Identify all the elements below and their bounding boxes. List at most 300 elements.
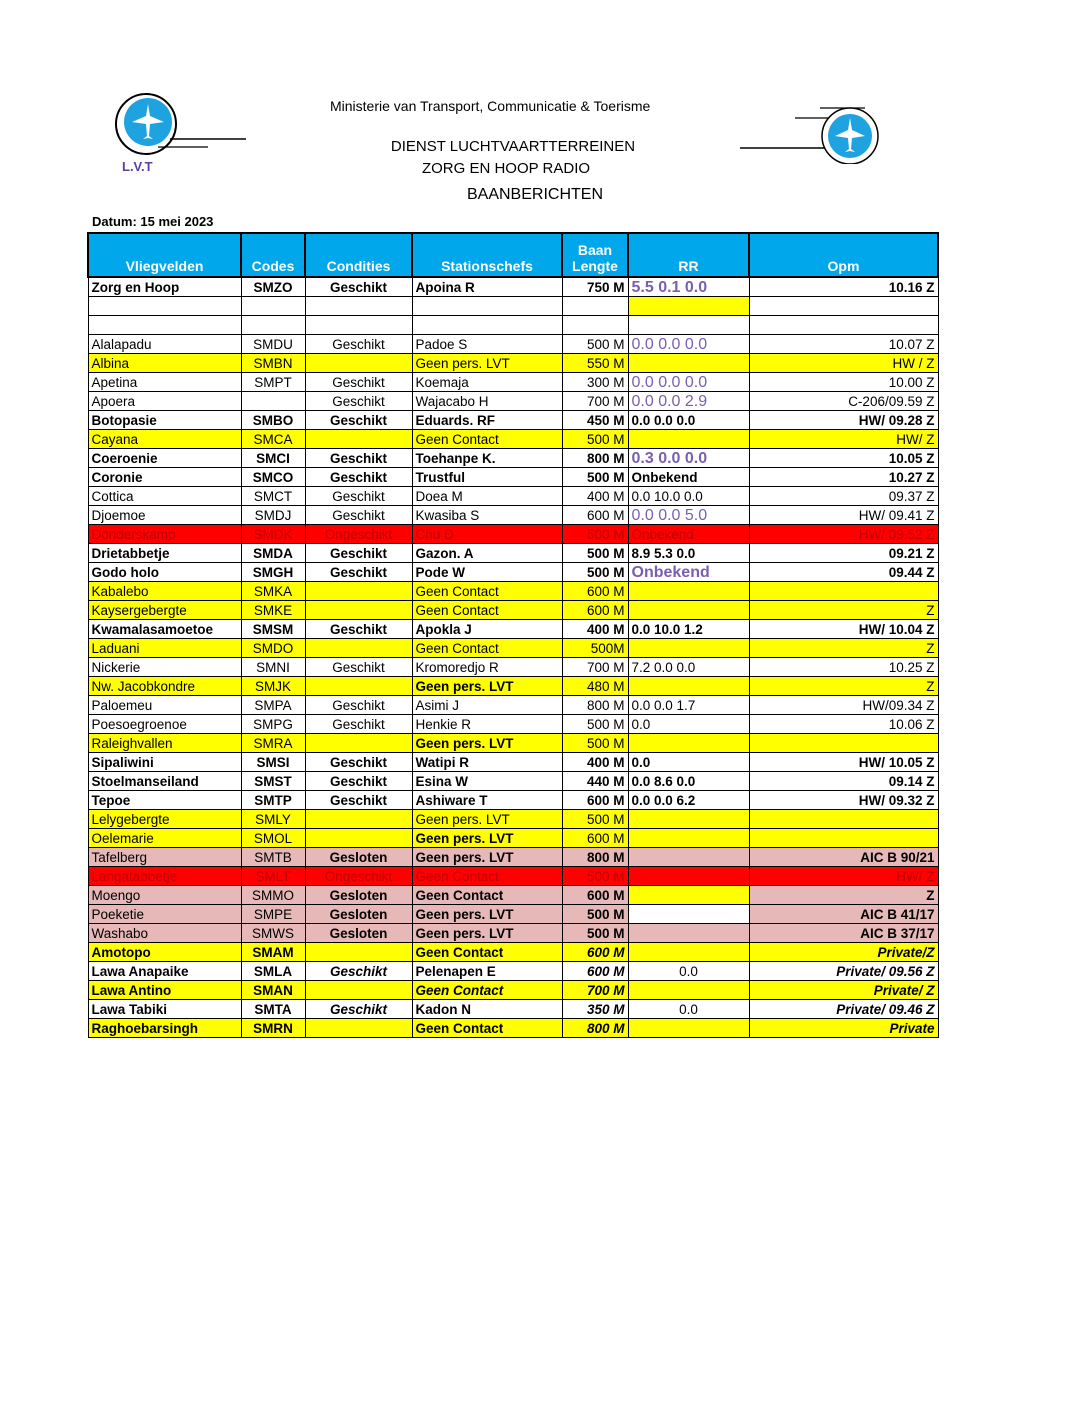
cell-len: 750 M [562,277,628,297]
cell-opm: HW/ 09.41 Z [749,506,938,525]
cell-cond: Geschikt [305,658,412,677]
cell-name: Coronie [88,468,241,487]
table-row [88,867,938,886]
cell-opm [749,582,938,601]
cell-rr: 8.9 5.3 0.0 [628,544,749,563]
cell-code: SMDO [241,639,305,658]
cell-code [241,297,305,316]
cell-len: 500M [562,639,628,658]
table-row [88,297,938,316]
cell-len: 800 M [562,449,628,468]
cell-chef: Pode W [412,563,562,582]
cell-rr: 0.0 0.0 0.0 [628,373,749,392]
cell-opm: HW/ Z [749,430,938,449]
cell-chef: Geen Contact [412,867,562,886]
cell-opm [749,810,938,829]
table-row [88,905,938,924]
cell-rr: 0.0 [628,753,749,772]
cell-cond: Geschikt [305,392,412,411]
cell-chef: Esina W [412,772,562,791]
cell-name: Paloemeu [88,696,241,715]
cell-name: Zorg en Hoop [88,277,241,297]
cell-opm: Z [749,677,938,696]
cell-rr [628,297,749,316]
cell-name: Poeketie [88,905,241,924]
cell-code: SMCI [241,449,305,468]
cell-rr: 0.0 0.0 0.0 [628,411,749,430]
cell-len: 500 M [562,430,628,449]
table-row [88,677,938,696]
table-row [88,886,938,905]
table-row [88,620,938,639]
cell-rr: 0.0 10.0 0.0 [628,487,749,506]
cell-chef: Apokla J [412,620,562,639]
cell-chef: Trustful [412,468,562,487]
cell-chef: Eduards. RF [412,411,562,430]
cell-rr [628,677,749,696]
cell-code: SMBN [241,354,305,373]
table-row [88,468,938,487]
cell-chef: Geen Contact [412,582,562,601]
cell-opm: AIC B 37/17 [749,924,938,943]
table-row [88,373,938,392]
cell-name: Lawa Tabiki [88,1000,241,1019]
cell-name: Nw. Jacobkondre [88,677,241,696]
cell-chef: Chu D [412,525,562,544]
cell-chef [412,297,562,316]
lvt-logo-text: L.V.T [122,159,153,174]
cell-len: 500 M [562,563,628,582]
cell-rr: 0.0 0.0 1.7 [628,696,749,715]
cell-len: 450 M [562,411,628,430]
cell-name: Lelygebergte [88,810,241,829]
cell-name: Apetina [88,373,241,392]
col-header-opm: Opm [749,233,938,277]
cell-opm: Private/ 09.46 Z [749,1000,938,1019]
cell-code: SMLT [241,867,305,886]
cell-name [88,297,241,316]
table-row [88,392,938,411]
table-row [88,430,938,449]
cell-rr [628,582,749,601]
table-row [88,715,938,734]
cell-rr [628,924,749,943]
cell-opm: 10.25 Z [749,658,938,677]
cell-name: Moengo [88,886,241,905]
cell-opm: HW/ 10.05 Z [749,753,938,772]
cell-code: SMAM [241,943,305,962]
table-row [88,506,938,525]
cell-code: SMCO [241,468,305,487]
cell-opm: 10.16 Z [749,277,938,297]
col-header-baan-lengte [562,233,628,277]
cell-name: Botopasie [88,411,241,430]
cell-code: SMPA [241,696,305,715]
table-row [88,525,938,544]
cell-cond [305,639,412,658]
table-row [88,753,938,772]
cell-len: 600 M [562,582,628,601]
cell-rr: Onbekend [628,563,749,582]
cell-opm: HW / Z [749,354,938,373]
table-row [88,601,938,620]
cell-rr: 0.0 0.0 6.2 [628,791,749,810]
cell-len: 500 M [562,810,628,829]
cell-len: 480 M [562,677,628,696]
cell-cond: Geschikt [305,373,412,392]
cell-rr [628,867,749,886]
cell-len: 700 M [562,392,628,411]
cell-len: 600 M [562,791,628,810]
cell-rr [628,905,749,924]
cell-name: Laduani [88,639,241,658]
cell-name: Alalapadu [88,335,241,354]
table-row [88,658,938,677]
cell-code: SMST [241,772,305,791]
cell-chef: Geen pers. LVT [412,354,562,373]
cell-rr: 0.0 [628,715,749,734]
cell-chef: Geen Contact [412,639,562,658]
cell-cond [305,354,412,373]
cell-name: Albina [88,354,241,373]
cell-opm [749,297,938,316]
cell-opm [749,734,938,753]
cell-len: 600 M [562,886,628,905]
cell-code: SMLA [241,962,305,981]
cell-cond: Gesloten [305,886,412,905]
cell-chef: Kadon N [412,1000,562,1019]
cell-rr [628,943,749,962]
cell-opm: HW/ 09.28 Z [749,411,938,430]
cell-rr [628,601,749,620]
cell-cond: Geschikt [305,962,412,981]
cell-len: 800 M [562,848,628,867]
cell-name: Raghoebarsingh [88,1019,241,1038]
cell-len: 700 M [562,658,628,677]
cell-name: Langatabbetje [88,867,241,886]
cell-chef: Geen Contact [412,430,562,449]
cell-rr: 5.5 0.1 0.0 [628,277,749,297]
cell-rr: Onbekend [628,468,749,487]
cell-rr [628,430,749,449]
cell-code: SMOL [241,829,305,848]
header-baan: Baan [577,242,613,258]
date-label: Datum: [92,214,137,229]
cell-name: Kaysergebergte [88,601,241,620]
cell-opm: 10.27 Z [749,468,938,487]
cell-len: 500 M [562,924,628,943]
cell-code [241,316,305,335]
cell-len: 600 M [562,506,628,525]
cell-name: Godo holo [88,563,241,582]
table-row [88,1000,938,1019]
cell-cond: Geschikt [305,620,412,639]
cell-name: Sipaliwini [88,753,241,772]
cell-rr: 0.0 [628,962,749,981]
report-date [92,214,213,229]
cell-name: Nickerie [88,658,241,677]
cell-rr [628,810,749,829]
table-row [88,791,938,810]
cell-code: SMKE [241,601,305,620]
table-row [88,544,938,563]
cell-chef: Geen pers. LVT [412,829,562,848]
cell-chef: Geen pers. LVT [412,848,562,867]
cell-code: SMTA [241,1000,305,1019]
header-lengte: Lengte [572,258,618,274]
cell-cond: Geschikt [305,772,412,791]
cell-rr: 0.0 0.0 5.0 [628,506,749,525]
cell-opm: C-206/09.59 Z [749,392,938,411]
cell-name: Poesoegroenoe [88,715,241,734]
cell-cond [305,582,412,601]
cell-name [88,316,241,335]
col-header-stationschefs: Stationschefs [412,233,562,277]
date-value: 15 mei 2023 [140,214,214,229]
cell-opm: 09.44 Z [749,563,938,582]
cell-name: Stoelmanseiland [88,772,241,791]
cell-len: 440 M [562,772,628,791]
cell-rr: 0.0 [628,1000,749,1019]
cell-cond: Gesloten [305,848,412,867]
cell-opm: HW/ 09.32 Z [749,791,938,810]
cell-cond: Geschikt [305,277,412,297]
cell-rr [628,886,749,905]
cell-name: Donderskamp [88,525,241,544]
cell-chef: Koemaja [412,373,562,392]
cell-len: 600 M [562,601,628,620]
col-header-rr: RR [628,233,749,277]
cell-chef: Geen Contact [412,886,562,905]
cell-rr [628,1019,749,1038]
cell-code: SMSM [241,620,305,639]
cell-len: 600 M [562,962,628,981]
cell-chef: Toehanpe K. [412,449,562,468]
cell-code: SMPE [241,905,305,924]
cell-cond [305,601,412,620]
cell-len: 500 M [562,525,628,544]
cell-chef: Watipi R [412,753,562,772]
cell-opm: Z [749,639,938,658]
cell-opm [749,829,938,848]
cell-chef: Geen Contact [412,1019,562,1038]
table-row [88,277,938,297]
cell-len: 800 M [562,696,628,715]
cell-opm: AIC B 41/17 [749,905,938,924]
col-header-condities: Condities [305,233,412,277]
table-row [88,734,938,753]
cell-cond: Ongeschikt [305,867,412,886]
cell-len: 500 M [562,905,628,924]
cell-rr: 0.0 10.0 1.2 [628,620,749,639]
cell-code: SMPG [241,715,305,734]
cell-len: 300 M [562,373,628,392]
cell-cond: Gesloten [305,905,412,924]
cell-rr: Onbekend [628,525,749,544]
cell-chef: Geen pers. LVT [412,677,562,696]
cell-chef: Geen pers. LVT [412,905,562,924]
cell-rr [628,639,749,658]
cell-opm: 10.07 Z [749,335,938,354]
cell-code [241,392,305,411]
cell-rr: 0.0 0.0 0.0 [628,335,749,354]
ministry-title: Ministerie van Transport, Communicatie & Toerisme [330,98,651,114]
cell-name: Djoemoe [88,506,241,525]
cell-opm: 10.00 Z [749,373,938,392]
cell-chef: Padoe S [412,335,562,354]
cell-chef: Kwasiba S [412,506,562,525]
cell-cond: Geschikt [305,753,412,772]
cell-cond [305,981,412,1000]
cell-name: Tafelberg [88,848,241,867]
cell-cond: Geschikt [305,696,412,715]
cell-chef: Henkie R [412,715,562,734]
cell-cond: Geschikt [305,449,412,468]
cell-cond: Geschikt [305,1000,412,1019]
cell-name: Tepoe [88,791,241,810]
cell-opm: HW/ 09.52 Z [749,525,938,544]
cell-code: SMRA [241,734,305,753]
cell-code: SMNI [241,658,305,677]
cell-opm: 09.14 Z [749,772,938,791]
cell-len: 500 M [562,335,628,354]
table-row [88,639,938,658]
cell-code: SMSI [241,753,305,772]
cell-len: 500 M [562,734,628,753]
cell-cond: Geschikt [305,468,412,487]
cell-name: Lawa Antino [88,981,241,1000]
table-row [88,582,938,601]
cell-chef: Apoina R [412,277,562,297]
cell-len: 550 M [562,354,628,373]
table-row [88,924,938,943]
cell-rr: 0.3 0.0 0.0 [628,449,749,468]
table-row [88,829,938,848]
cell-cond: Geschikt [305,506,412,525]
table-header-row [88,233,938,277]
lvt-logo-right [740,104,890,164]
cell-name: Lawa Anapaike [88,962,241,981]
cell-name: Washabo [88,924,241,943]
cell-rr [628,734,749,753]
cell-cond [305,1019,412,1038]
cell-cond [305,316,412,335]
cell-name: Raleighvallen [88,734,241,753]
cell-rr: 7.2 0.0 0.0 [628,658,749,677]
cell-code: SMLY [241,810,305,829]
cell-code: SMDU [241,335,305,354]
cell-name: Cayana [88,430,241,449]
cell-len: 400 M [562,487,628,506]
cell-code: SMPT [241,373,305,392]
cell-cond: Geschikt [305,487,412,506]
table-row [88,354,938,373]
cell-chef: Geen Contact [412,981,562,1000]
cell-code: SMDK [241,525,305,544]
cell-opm: Private/Z [749,943,938,962]
table-row [88,981,938,1000]
report-title: BAANBERICHTEN [466,186,604,203]
cell-name: Amotopo [88,943,241,962]
cell-code: SMWS [241,924,305,943]
cell-rr [628,981,749,1000]
cell-cond [305,734,412,753]
table-row [88,810,938,829]
cell-code: SMGH [241,563,305,582]
cell-code: SMCT [241,487,305,506]
cell-rr [628,354,749,373]
cell-chef: Geen Contact [412,943,562,962]
cell-chef: Doea M [412,487,562,506]
table-row [88,316,938,335]
cell-len: 600 M [562,943,628,962]
cell-cond: Geschikt [305,411,412,430]
cell-opm: 09.37 Z [749,487,938,506]
cell-len: 500 M [562,544,628,563]
department-title: DIENST LUCHTVAARTTERREINEN [390,138,636,155]
cell-code: SMZO [241,277,305,297]
cell-name: Coeroenie [88,449,241,468]
cell-chef: Pelenapen E [412,962,562,981]
cell-cond [305,677,412,696]
table-row [88,1019,938,1038]
cell-len [562,297,628,316]
runway-report-table [87,232,939,1038]
cell-cond [305,430,412,449]
cell-cond: Ongeschikt [305,525,412,544]
cell-cond [305,943,412,962]
cell-opm: Private/ 09.56 Z [749,962,938,981]
cell-len: 700 M [562,981,628,1000]
table-row [88,772,938,791]
cell-code: SMDA [241,544,305,563]
cell-len: 600 M [562,829,628,848]
cell-name: Oelemarie [88,829,241,848]
cell-chef: Geen pers. LVT [412,810,562,829]
cell-code: SMJK [241,677,305,696]
cell-chef: Geen Contact [412,601,562,620]
cell-chef: Gazon. A [412,544,562,563]
cell-opm: HW/ Z [749,867,938,886]
cell-name: Kabalebo [88,582,241,601]
cell-len: 800 M [562,1019,628,1038]
cell-chef: Ashiware T [412,791,562,810]
cell-code: SMBO [241,411,305,430]
table-row [88,487,938,506]
cell-chef: Asimi J [412,696,562,715]
cell-cond [305,829,412,848]
table-row [88,335,938,354]
cell-code: SMDJ [241,506,305,525]
cell-chef: Geen pers. LVT [412,924,562,943]
cell-code: SMTP [241,791,305,810]
cell-opm: Z [749,886,938,905]
cell-opm: HW/ 10.04 Z [749,620,938,639]
cell-rr: 0.0 8.6 0.0 [628,772,749,791]
cell-code: SMMO [241,886,305,905]
cell-cond [305,297,412,316]
cell-opm: Z [749,601,938,620]
cell-opm: 10.06 Z [749,715,938,734]
cell-len: 400 M [562,620,628,639]
table-row [88,962,938,981]
cell-cond: Geschikt [305,563,412,582]
cell-chef: Kromoredjo R [412,658,562,677]
cell-len [562,316,628,335]
cell-name: Apoera [88,392,241,411]
cell-cond: Geschikt [305,335,412,354]
cell-opm: 10.05 Z [749,449,938,468]
